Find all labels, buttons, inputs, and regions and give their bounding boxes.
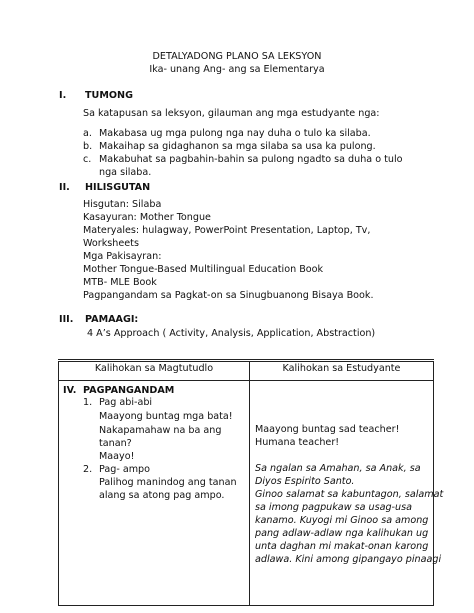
table-section-number: IV. xyxy=(63,385,77,396)
section-number: II. xyxy=(59,182,70,193)
prayer-line: unta daghan mi makat-onan karong xyxy=(255,541,429,552)
objective-letter: a. xyxy=(83,128,92,139)
table-row xyxy=(59,381,434,606)
teacher-line: tanan? xyxy=(99,438,132,449)
section-title: PAMAAGI: xyxy=(85,314,139,325)
objective-item xyxy=(83,153,403,179)
section-title: TUMONG xyxy=(85,90,133,101)
column-header-teacher: Kalihokan sa Magtutudlo xyxy=(59,362,250,381)
section-number: III. xyxy=(59,314,74,325)
table-top-rule xyxy=(58,359,434,360)
teacher-line: Palihog manindog ang tanan xyxy=(99,477,237,488)
teacher-line: Nakapamahaw na ba ang xyxy=(99,425,222,436)
prayer-line: Diyos Espirito Santo. xyxy=(255,476,355,487)
pamaagi-approach: 4 A’s Approach ( Activity, Analysis, Application, Abstraction) xyxy=(87,328,376,339)
objective-letter: c. xyxy=(83,154,92,165)
step-number: 1. xyxy=(83,397,93,408)
prayer-line: kanamo. Kuyogi mi Ginoo sa among xyxy=(255,515,429,526)
objective-text-line: nga silaba. xyxy=(99,167,152,178)
table-header-row xyxy=(59,362,434,381)
teacher-line: Maayong buntag mga bata! xyxy=(99,411,233,422)
objective-text xyxy=(99,153,403,179)
section-heading-tumong xyxy=(59,89,133,102)
document-subtitle: Ika- unang Ang- ang sa Elementarya xyxy=(149,64,325,75)
section-heading-hilisgutan xyxy=(59,181,150,194)
objective-text: Makaihap sa gidaghanon sa mga silaba sa usa ka pulong. xyxy=(99,141,376,152)
hilisgutan-line: Hisgutan: Silaba xyxy=(83,199,162,210)
hilisgutan-line: Mother Tongue-Based Multilingual Education Book xyxy=(83,264,324,275)
document-title: DETALYADONG PLANO SA LEKSYON xyxy=(152,51,322,62)
teacher-line: alang sa atong pag ampo. xyxy=(99,490,225,501)
prayer-line: sa imong pagpukaw sa usag-usa xyxy=(255,502,412,513)
objectives-list xyxy=(83,127,403,179)
objective-item xyxy=(83,140,403,153)
teacher-activity-cell xyxy=(59,381,250,606)
hilisgutan-line: Worksheets xyxy=(83,238,139,249)
student-activity-cell xyxy=(250,381,444,606)
activities-table xyxy=(58,361,444,606)
step-title: Pag- ampo xyxy=(99,464,151,475)
objective-text-line: Makabuhat sa pagbahin-bahin sa pulong ngadto sa duha o tulo xyxy=(99,154,403,165)
student-reply-line: Maayong buntag sad teacher! xyxy=(255,424,400,435)
student-reply-line: Humana teacher! xyxy=(255,437,340,448)
hilisgutan-line: Kasayuran: Mother Tongue xyxy=(83,212,211,223)
hilisgutan-line: MTB- MLE Book xyxy=(83,277,157,288)
prayer-line: Ginoo salamat sa kabuntagon, salamat xyxy=(255,489,444,500)
objective-item xyxy=(83,127,403,140)
prayer-line: pang adlaw-adlaw nga kalihukan ug xyxy=(255,528,429,539)
column-header-student: Kalihokan sa Estudyante xyxy=(250,362,434,381)
step-number: 2. xyxy=(83,464,93,475)
hilisgutan-line: Mga Pakisayran: xyxy=(83,251,162,262)
tumong-intro: Sa katapusan sa leksyon, gilauman ang mga estudyante nga: xyxy=(83,108,380,119)
section-heading-pamaagi xyxy=(59,313,138,326)
hilisgutan-line: Pagpangandam sa Pagkat-on sa Sinugbuanong Bisaya Book. xyxy=(83,290,374,301)
table-section-title: PAGPANGANDAM xyxy=(83,385,175,396)
step-title: Pag abi-abi xyxy=(99,397,153,408)
hilisgutan-line: Materyales: hulagway, PowerPoint Presentation, Laptop, Tv, xyxy=(83,225,371,236)
teacher-line: Maayo! xyxy=(99,451,135,462)
objective-text: Makabasa ug mga pulong nga nay duha o tulo ka silaba. xyxy=(99,128,371,139)
objective-letter: b. xyxy=(83,141,93,152)
section-number: I. xyxy=(59,90,67,101)
section-title: HILISGUTAN xyxy=(85,182,151,193)
prayer-line: Sa ngalan sa Amahan, sa Anak, sa xyxy=(255,463,421,474)
prayer-line: adlawa. Kini among gipangayo pinaagi xyxy=(255,554,442,565)
